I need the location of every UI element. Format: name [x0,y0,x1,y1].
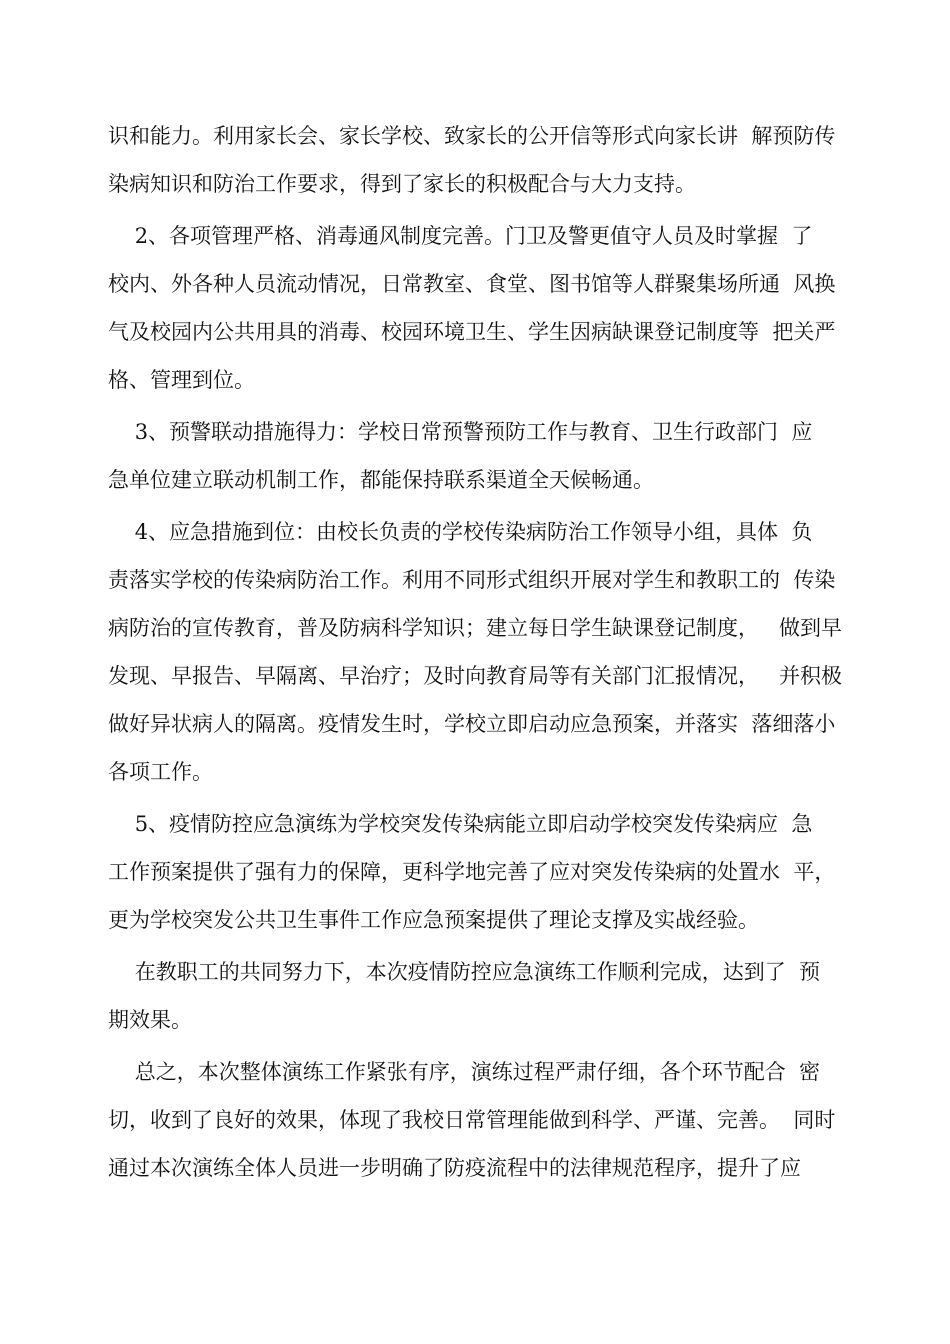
text-line: 责落实学校的传染病防治工作。利用不同形式组织开展对学生和教职工的 传染 [108,568,836,592]
text-line: 工作预案提供了强有力的保障，更科学地完善了应对突发传染病的处置水 平， [108,860,836,884]
text-line: 2、各项管理严格、消毒通风制度完善。门卫及警更值守人员及时掌握 了 [108,224,813,248]
text-line: 病防治的宣传教育，普及防病科学知识；建立每日学生缺课登记制度， 做到早 [108,616,843,640]
text-line: 3、预警联动措施得力：学校日常预警预防工作与教育、卫生行政部门 应 [108,420,813,444]
text-line: 更为学校突发公共卫生事件工作应急预案提供了理论支撑及实战经验。 [108,908,759,932]
text-line: 格、管理到位。 [108,368,255,392]
text-line: 总之，本次整体演练工作紧张有序，演练过程严肃仔细，各个环节配合 密 [108,1060,821,1084]
text-line: 期效果。 [108,1008,192,1032]
text-line: 4、应急措施到位：由校长负责的学校传染病防治工作领导小组，具体 负 [108,520,813,544]
text-line: 通过本次演练全体人员进一步明确了防疫流程中的法律规范程序，提升了应 [108,1156,801,1180]
text-line: 识和能力。利用家长会、家长学校、致家长的公开信等形式向家长讲 解预防传 [108,124,836,148]
text-line: 染病知识和防治工作要求，得到了家长的积极配合与大力支持。 [108,172,696,196]
text-line: 在教职工的共同努力下，本次疫情防控应急演练工作顺利完成，达到了 预 [108,960,821,984]
text-line: 做好异状病人的隔离。疫情发生时，学校立即启动应急预案，并落实 落细落小 [108,712,836,736]
text-line: 急单位建立联动机制工作，都能保持联系渠道全天候畅通。 [108,468,654,492]
text-line: 切，收到了良好的效果，体现了我校日常管理能做到科学、严谨、完善。 同时 [108,1108,836,1132]
text-line: 发现、早报告、早隔离、早治疗；及时向教育局等有关部门汇报情况， 并积极 [108,664,843,688]
text-line: 气及校园内公共用具的消毒、校园环境卫生、学生因病缺课登记制度等 把关严 [108,320,836,344]
text-line: 各项工作。 [108,760,213,784]
text-line: 校内、外各种人员流动情况，日常教室、食堂、图书馆等人群聚集场所通 风换 [108,272,836,296]
text-line: 5、疫情防控应急演练为学校突发传染病能立即启动学校突发传染病应 急 [108,812,813,836]
document-body [108,112,858,1192]
